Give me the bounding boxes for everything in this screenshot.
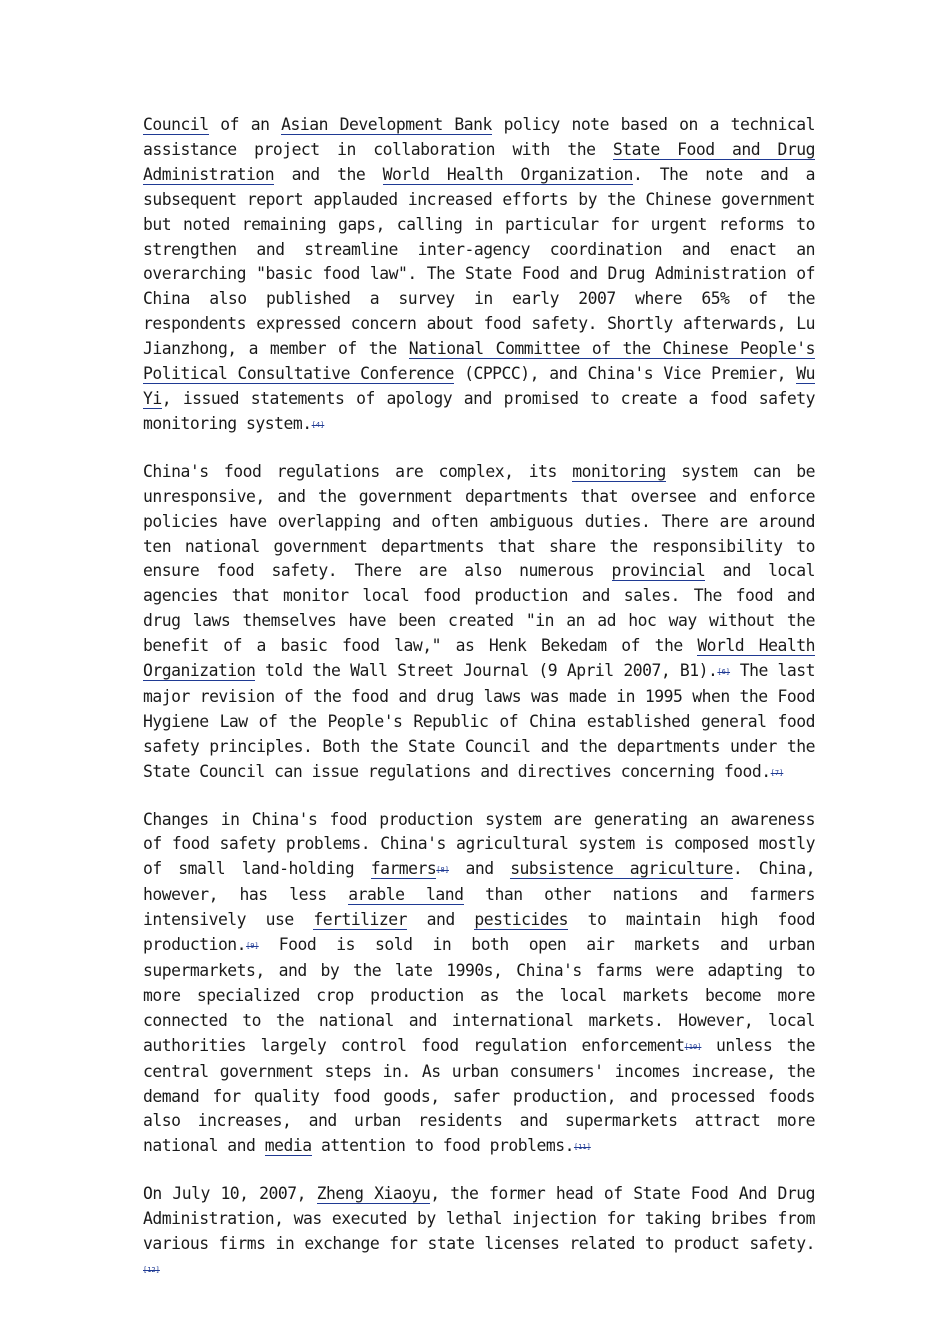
article-link[interactable]: fertilizer [313, 910, 408, 930]
article-body [143, 113, 815, 1305]
text-run: system can be unresponsive, and the government departments that oversee and enforce policies have overlapping and often ambiguous duties. There are around ten national government departments that share the responsibility to ensure food safety. There are also numerous [143, 461, 815, 581]
text-run: Changes in China's food production system are generating an awareness of food safety problems. China's agricultural system is composed mostly of small land-holding [143, 809, 815, 879]
text-run: . The note and a subsequent report applauded increased efforts by the Chinese government but noted remaining gaps, calling in particular for urgent reforms to strengthen and streamline inter-agency coordination and enact an overarching "basic food law". The State Food and Drug Administration of China also published a survey in early 2007 where 65% of the respondents expressed concern about food safety. Shortly afterwards, Lu Jianzhong, a member of the [143, 164, 816, 359]
text-run: China's food regulations are complex, its [143, 461, 573, 481]
text-run: Food is sold in both open air markets and urban supermarkets, and by the late 1990s, China's farms were adapting to more specialized crop production as the local markets become more connected to the national and international markets. However, local authorities largely control food regulation enforcement [143, 935, 815, 1055]
paragraph [143, 460, 815, 786]
text-run: attention to food problems. [311, 1136, 574, 1156]
paragraph [143, 808, 815, 1161]
text-run: , issued statements of apology and promised to create a food safety monitoring system. [143, 388, 815, 433]
text-run: to maintain high food production. [143, 910, 816, 955]
text-run: policy note based on a technical assistance project in collaboration with the [143, 115, 815, 159]
article-link[interactable]: World Health Organization [382, 164, 633, 184]
article-link[interactable]: arable land [348, 885, 464, 905]
citation-ref[interactable]: [11] [573, 1143, 591, 1152]
article-link[interactable]: pesticides [474, 910, 569, 930]
citation-ref[interactable]: [12] [143, 1265, 160, 1274]
text-run: and [448, 859, 511, 879]
article-link[interactable]: farmers [370, 859, 437, 879]
text-run: The last major revision of the food and drug laws was made in 1995 when the Food Hygiene Law of the People's Republic of China established general food safety principles. Both the State Council and the departments under the State Council can issue regulations and directives concerning food. [143, 661, 815, 781]
article-link[interactable]: Asian Development Bank [281, 115, 492, 134]
citation-ref[interactable]: [8] [436, 866, 449, 875]
article-link[interactable]: National Committee of the Chinese People's Political Consultative Conference [143, 339, 815, 384]
text-run: told the Wall Street Journal (9 April 2007, B1). [255, 661, 718, 681]
article-link[interactable]: monitoring [572, 461, 666, 481]
text-run: unless the central government steps in. As urban consumers' incomes increase, the demand for quality food goods, safer production, and processed foods also increases, and urban residents and supermarkets attract more national and [143, 1035, 815, 1156]
text-run: than other nations and farmers intensively use [143, 885, 815, 930]
text-run: and [407, 910, 475, 930]
paragraph [143, 113, 815, 438]
citation-ref[interactable]: [4] [311, 420, 325, 429]
text-run: of an [208, 115, 282, 134]
article-link[interactable]: provincial [611, 561, 706, 581]
article-link[interactable]: State Food and Drug Administration [143, 139, 815, 184]
citation-ref[interactable]: [9] [246, 942, 259, 951]
paragraph [143, 1182, 815, 1283]
text-run: On July 10, 2007, [143, 1184, 317, 1204]
article-link[interactable]: Zheng Xiaoyu [316, 1184, 431, 1204]
text-run: (CPPCC), and China's Vice Premier, [453, 364, 797, 384]
article-link[interactable]: Council [143, 115, 209, 134]
citation-ref[interactable]: [7] [770, 768, 784, 777]
citation-ref[interactable]: [10] [684, 1042, 702, 1051]
text-run: and the [274, 164, 383, 184]
text-run: , the former head of State Food And Drug Administration, was executed by lethal injection for taking bribes from various firms in exchange for state licenses related to product safety. [143, 1184, 815, 1254]
article-link[interactable]: media [264, 1136, 312, 1156]
text-run: . China, however, has less [143, 859, 816, 905]
article-link[interactable]: subsistence agriculture [510, 859, 733, 879]
text-run: and local agencies that monitor local food production and sales. The food and drug laws themselves have been created "in an ad hoc way without the benefit of a basic food law," as Henk Bekedam of the [143, 561, 815, 656]
citation-ref[interactable]: [6] [717, 668, 731, 677]
article-link[interactable]: World Health Organization [143, 636, 815, 681]
article-link[interactable]: Wu Yi [143, 364, 815, 408]
